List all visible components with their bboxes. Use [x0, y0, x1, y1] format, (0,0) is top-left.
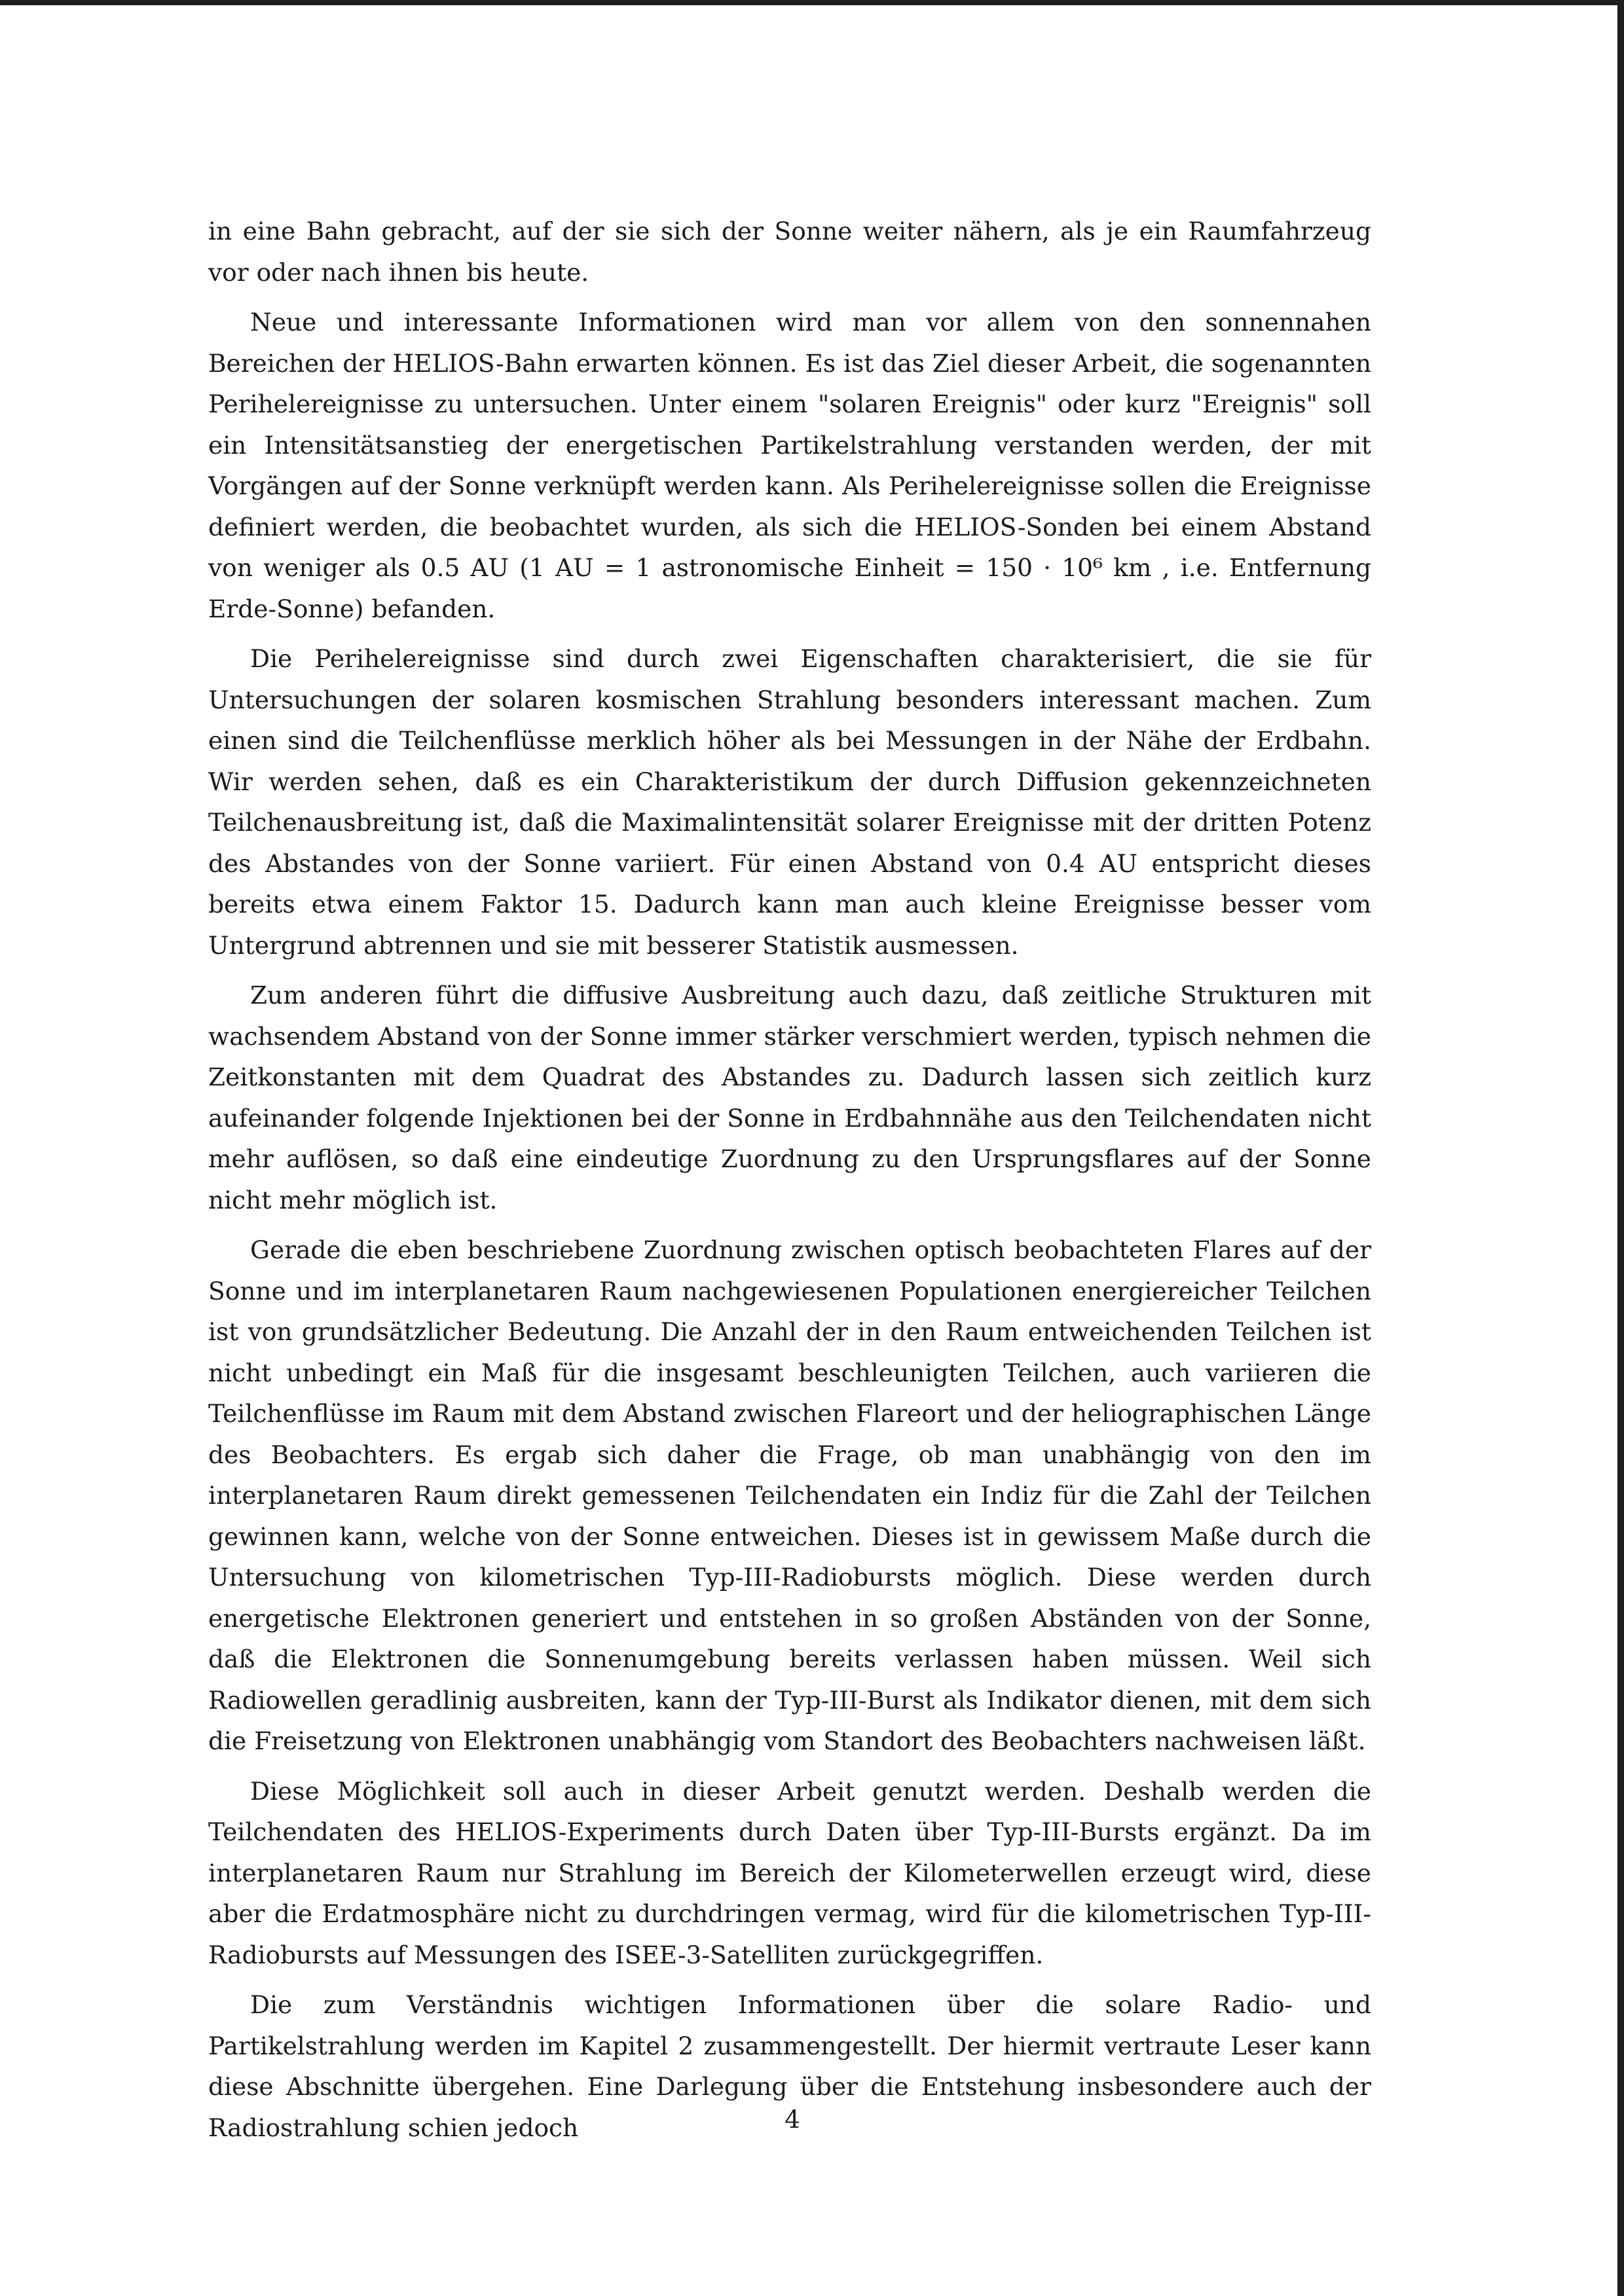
- paragraph-perihel-properties: Die Perihelereignisse sind durch zwei Eigenschaften charakterisiert, die sie für Untersuchungen der solaren kosmischen Strahlung besonders interessant machen. Zum einen sind die Teilchenflüsse merklich höher als bei Messungen in der Nähe der Erdbahn. Wir werden sehen, daß es ein Charakteristikum der durch Diffusion gekennzeichneten Teilchenausbreitung ist, daß die Maximalintensität solarer Ereignisse mit der dritten Potenz des Abstandes von der Sonne variiert. Für einen Abstand von 0.4 AU entspricht dieses bereits etwa einem Faktor 15. Dadurch kann man auch kleine Ereignisse besser vom Untergrund abtrennen und sie mit besserer Statistik ausmessen.: [208, 644, 1371, 960]
- paragraph-flare-association: Gerade die eben beschriebene Zuordnung zwischen optisch beobachteten Flares auf der Sonne und im interplanetaren Raum nachgewiesenen Populationen energiereicher Teilchen ist von grundsätzlicher Bedeutung. Die Anzahl der in den Raum entweichenden Teilchen ist nicht unbedingt ein Maß für die insgesamt beschleunigten Teilchen, auch variieren die Teilchenflüsse im Raum mit dem Abstand zwischen Flareort und der heliographischen Länge des Beobachters. Es ergab sich daher die Frage, ob man unabhängig von den im interplanetaren Raum direkt gemessenen Teilchendaten ein Indiz für die Zahl der Teilchen gewinnen kann, welche von der Sonne entweichen. Dieses ist in gewissem Maße durch die Untersuchung von kilometrischen Typ-III-Radiobursts möglich. Diese werden durch energetische Elektronen generiert und entstehen in so großen Abständen von der Sonne, daß die Elektronen die Sonnenumgebung bereits verlassen haben müssen. Weil sich Radiowellen geradlinig ausbreiten, kann der Typ-III-Burst als Indikator dienen, mit dem sich die Freisetzung von Elektronen unabhängig vom Standort des Beobachters nachweisen läßt.: [208, 1235, 1371, 1755]
- body-text: [208, 211, 1371, 2157]
- paragraph-isee3-data: Diese Möglichkeit soll auch in dieser Arbeit genutzt werden. Deshalb werden die Teilchendaten des HELIOS-Experiments durch Daten über Typ-III-Bursts ergänzt. Da im interplanetaren Raum nur Strahlung im Bereich der Kilometerwellen erzeugt wird, diese aber die Erdatmosphäre nicht zu durchdringen vermag, wird für die kilometrischen Typ-III-Radiobursts auf Messungen des ISEE-3-Satelliten zurückgegriffen.: [208, 1776, 1371, 1969]
- page-number: 4: [784, 2105, 800, 2134]
- paragraph-continuation: in eine Bahn gebracht, auf der sie sich der Sonne weiter nähern, als je ein Raumfahrzeug vor oder nach ihnen bis heute.: [208, 217, 1371, 287]
- paragraph-diffusive-spreading: Zum anderen führt die diffusive Ausbreitung auch dazu, daß zeitliche Strukturen mit wachsendem Abstand von der Sonne immer stärker verschmiert werden, typisch nehmen die Zeitkonstanten mit dem Quadrat des Abstandes zu. Dadurch lassen sich zeitlich kurz aufeinander folgende Injektionen bei der Sonne in Erdbahnnähe aus den Teilchendaten nicht mehr auflösen, so daß eine eindeutige Zuordnung zu den Ursprungsflares auf der Sonne nicht mehr möglich ist.: [208, 981, 1371, 1214]
- scan-border-right: [1617, 0, 1624, 2296]
- paragraph-chapter-outline: Die zum Verständnis wichtigen Informationen über die solare Radio- und Partikelstrahlung werden im Kapitel 2 zusammengestellt. Der hiermit vertraute Leser kann diese Abschnitte übergehen. Eine Darlegung über die Entstehung insbesondere auch der Radiostrahlung schien jedoch: [208, 1990, 1371, 2142]
- paragraph-perihel-intro: Neue und interessante Informationen wird man vor allem von den sonnennahen Bereichen der HELIOS-Bahn erwarten können. Es ist das Ziel dieser Arbeit, die sogenannten Perihelereignisse zu untersuchen. Unter einem "solaren Ereignis" oder kurz "Ereignis" soll ein Intensitätsanstieg der energetischen Partikelstrahlung verstanden werden, der mit Vorgängen auf der Sonne verknüpft werden kann. Als Perihelereignisse sollen die Ereignisse definiert werden, die beobachtet wurden, als sich die HELIOS-Sonden bei einem Abstand von weniger als 0.5 AU (1 AU = 1 astronomische Einheit = 150 · 10⁶ km , i.e. Entfernung Erde-Sonne) befanden.: [208, 308, 1371, 623]
- scan-border-top: [0, 0, 1624, 5]
